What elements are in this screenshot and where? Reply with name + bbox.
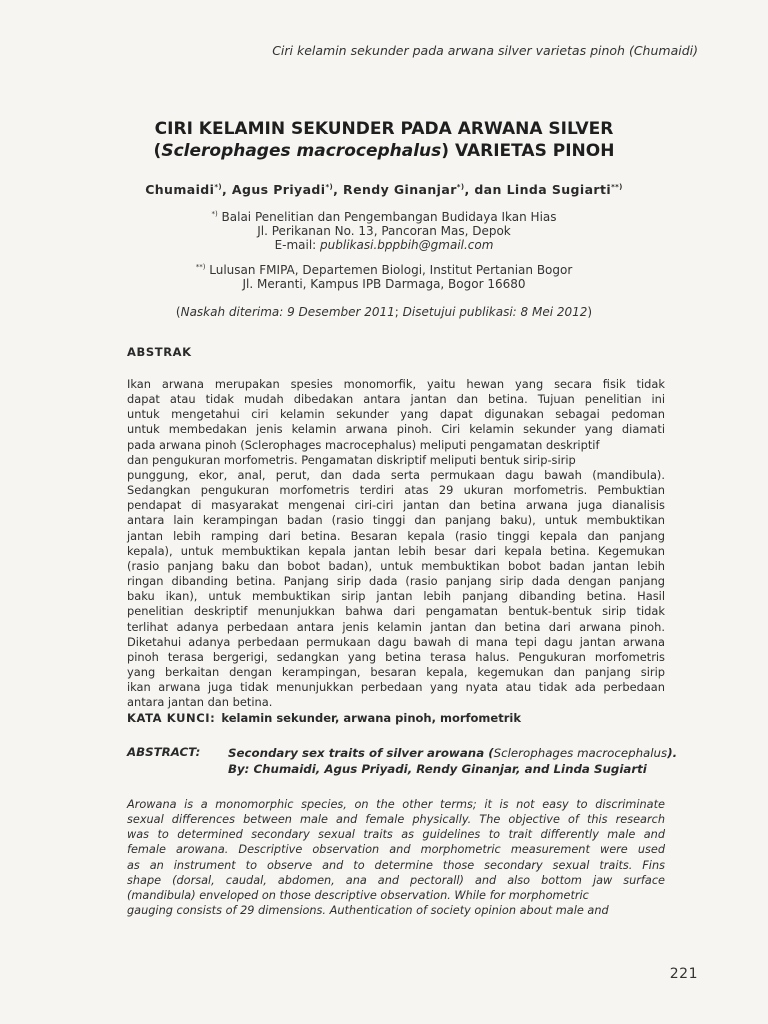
affiliation-2: **) Lulusan FMIPA, Departemen Biologi, Institut Pertanian Bogor Jl. Meranti, Kampus IPB Darmaga, Bogor 16680 — [195, 263, 573, 291]
submission-dates: (Naskah diterima: 9 Desember 2011; Disetujui publikasi: 8 Mei 2012) — [175, 305, 593, 319]
abstract-title: Secondary sex traits of silver arowana (Sclerophages macrocephalus). By: Chumaidi, Agus Priyadi, Rendy Ginanjar, and Linda Sugiarti — [228, 746, 678, 776]
title-line-1: CIRI KELAMIN SEKUNDER PADA ARWANA SILVER — [154, 119, 614, 139]
abstract-label: ABSTRACT: — [127, 745, 201, 759]
keywords-label: KATA KUNCI: — [127, 711, 216, 725]
keywords-value: kelamin sekunder, arwana pinoh, morfometrik — [221, 711, 521, 725]
abstrak-heading: ABSTRAK — [127, 345, 192, 359]
abstract-body: Arowana is a monomorphic species, on the other terms; it is not easy to discriminate sexual differences between male and female physically. The objective of this research was to determined secondary sexual traits as guidelines to trait differently male and female arowana. Descriptive observation and morphometric measurement were used as an instrument to observe and to determine those secondary sexual traits. Fins shape (dorsal, caudal, abdomen, ana and pectorall) and also bottom jaw surface (mandibula) enveloped on those descriptive observation. While for morphometric gauging consists of 29 dimensions. Authentication of society opinion about male and — [127, 798, 665, 918]
title-line-2: (Sclerophages macrocephalus) VARIETAS PINOH — [153, 141, 615, 161]
abstrak-body: Ikan arwana merupakan spesies monomorfik, yaitu hewan yang secara fisik tidak dapat atau tidak mudah dibedakan antara jantan dan betina. Tujuan penelitian ini untuk mengetahui ciri kelamin sekunder yang dapat digunakan sebagai pedoman untuk membedakan jenis kelamin arwana pinoh. Ciri kelamin sekunder yang diamati pada arwana pinoh (Sclerophages macrocephalus) meliputi pengamatan deskriptif dan pengukuran morfometris. Pengamatan diskriptif meliputi bentuk sirip-sirip punggung, ekor, anal, perut, dan dada serta permukaan dagu bawah (mandibula). Sedangkan pengukuran morfometris terdiri atas 29 ukuran morfometris. Pembuktian pendapat di masyarakat mengenai ciri-ciri jantan dan betina arwana juga dianalisis antara lain kerampingan badan (rasio tinggi dan panjang baku), untuk membuktikan jantan lebih ramping dari betina. Besaran kepala (rasio tinggi kepala dan panjang kepala), untuk membuktikan kepala jantan lebih besar dari kepala betina. Kegemukan (rasio panjang baku dan bobot badan), untuk membuktikan bobot badan jantan lebih ringan dibanding betina. Panjang sirip dada (rasio panjang sirip dada dengan panjang baku ikan), untuk membuktikan sirip jantan lebih panjang dibanding betina. Hasil penelitian deskriptif menunjukkan bahwa dari pengamatan bentuk-bentuk sirip tidak terlihat adanya perbedaan antara jenis kelamin jantan dan betina dari arwana pinoh. Diketahui adanya perbedaan permukaan dagu bawah di mana tepi dagu jantan arwana pinoh terasa bergerigi, sedangkan yang betina terasa halus. Pengukuran morfometris yang berkaitan dengan kerampingan, besaran kepala, kegemukan dan panjang sirip ikan arwana juga tidak menunjukkan perbedaan yang nyata atau tidak ada perbedaan antara jantan dan betina. — [127, 377, 665, 710]
email-link[interactable]: publikasi.bppbih@gmail.com — [320, 238, 494, 252]
page-number: 221 — [669, 966, 698, 982]
abstract-byline: By: Chumaidi, Agus Priyadi, Rendy Ginanjar, and Linda Sugiarti — [228, 762, 647, 776]
paper-title — [0, 118, 768, 162]
running-header: Ciri kelamin sekunder pada arwana silver varietas pinoh (Chumaidi) — [272, 43, 698, 58]
keywords — [127, 711, 521, 725]
author-list: Chumaidi*), Agus Priyadi*), Rendy Ginanjar*), dan Linda Sugiarti**) — [145, 182, 623, 197]
species-name: Sclerophages macrocephalus — [161, 141, 442, 161]
affiliation-1: *) Balai Penelitian dan Pengembangan Budidaya Ikan Hias Jl. Perikanan No. 13, Pancoran Mas, Depok E-mail: publikasi.bppbih@gmail.com — [211, 210, 557, 252]
